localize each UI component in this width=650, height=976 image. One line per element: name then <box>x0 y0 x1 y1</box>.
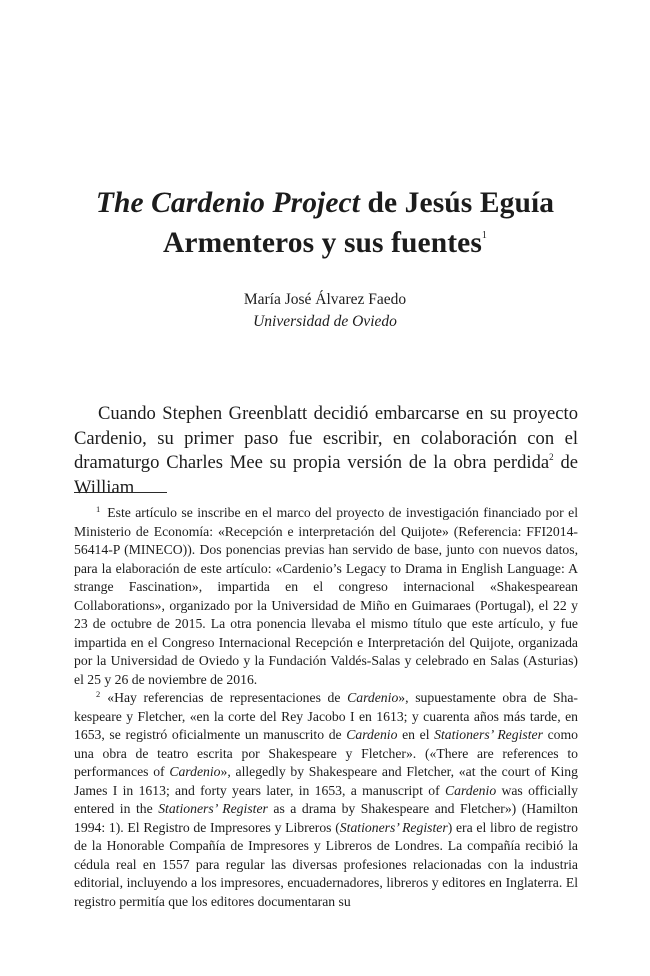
title-footnote-ref[interactable]: 1 <box>481 230 488 241</box>
footnote-1 <box>74 504 578 689</box>
article-title <box>60 183 590 263</box>
author-name: María José Álvarez Faedo <box>243 291 407 308</box>
footnote-separator <box>74 492 167 493</box>
body-text-end: de William <box>74 452 578 498</box>
italic-title-text: Stationers’ Register <box>158 801 268 816</box>
footnote-text: Este artículo se inscribe en el marco del proyecto de investigación financiado por el Ministerio de Economía: «Recepción e interpretación del Quijote» (Referencia: FFI2014-56414-P (MINECO)). Dos ponencias previas han servido de base, junto con nuevos datos, para la elaboración de este artículo: «Cardenio’s Legacy to Drama in English Language: A strange Fascination», impartida en el congreso internacional «Shakespearean Collaborations», organizado por la Universidad de Miño en Guimaraes (Portugal), el 22 y 23 de octubre de 2015. La otra ponencia llevaba el mismo título que este artículo, y fue impartida en el Congreso Internacional Recepción e Interpretación del Quijote, organizada por la Universidad de Oviedo y la Fundación Valdés-Salas y celebrado en Salas (Asturias) el 25 y 26 de noviembre de 2016. <box>74 505 578 687</box>
footnote-text-segment: », supuestamente obra de Shakespeare y Fletcher, «en la corte del Rey Jacobo I en 1613; y cuarenta años más tarde, en 1653, se registró oficialmente un manuscrito de <box>74 690 578 742</box>
footnote-text-segment: ) era el libro de registro de la Honorable Compañía de Impresores y Libreros de Londres. La compañía recibió la cédula real en 1557 para regular las diversas profesiones relacionadas con la industria editorial, incluyendo a los impresores, encuadernadores, libreros y editores en Inglaterra. El registro permitía que los editores documentaran su <box>74 819 578 909</box>
italic-title-text: Cardenio <box>444 782 497 798</box>
footnotes <box>74 504 578 911</box>
footnote-text-segment: as a drama by Shakespeare and Fletcher») (Hamilton 1994: 1). El Registro de Impresores y Libreros ( <box>74 801 578 835</box>
footnote-text <box>74 690 578 909</box>
italic-title-text: Cardenio <box>347 690 399 705</box>
body-text-start: Cuando Stephen Greenblatt decidió embarcarse en su proyecto Cardenio, su primer paso fue escribir, en colaboración con el dramaturgo Charles Mee su propia versión de la obra perdida <box>74 403 578 474</box>
italic-title-text: Cardenio <box>169 764 221 779</box>
footnote-number: 2 <box>96 689 101 699</box>
footnote-2 <box>74 689 578 911</box>
title-line1-rest: de Jesús Eguía <box>360 187 555 219</box>
title-line2: Armenteros y sus fuentes <box>162 227 482 259</box>
footnote-number: 1 <box>96 504 101 514</box>
title-italic-part: The Cardenio Project <box>95 187 361 219</box>
italic-title-text: Cardenio <box>346 727 398 742</box>
footnote-text-segment: », allegedly by Shakespeare and Fletcher, «at the court of King James I in 1613; and forty years later, in 1653, a manuscript of <box>74 764 578 798</box>
body-paragraph <box>74 402 578 500</box>
body-footnote-ref[interactable]: 2 <box>549 452 554 463</box>
footnote-text-segment: en el <box>397 727 435 742</box>
footnote-text-segment: was officially entered in the <box>74 782 578 816</box>
italic-title-text: Stationers’ Register <box>339 819 448 835</box>
footnote-text-segment: «Hay referencias de representaciones de <box>107 690 348 705</box>
author-affiliation: Universidad de Oviedo <box>253 313 397 330</box>
footnote-text-segment: como una obra de teatro escrita por Shakespeare y Fletcher». («There are references to performances of <box>74 727 578 779</box>
italic-title-text: Stationers’ Register <box>434 727 543 742</box>
